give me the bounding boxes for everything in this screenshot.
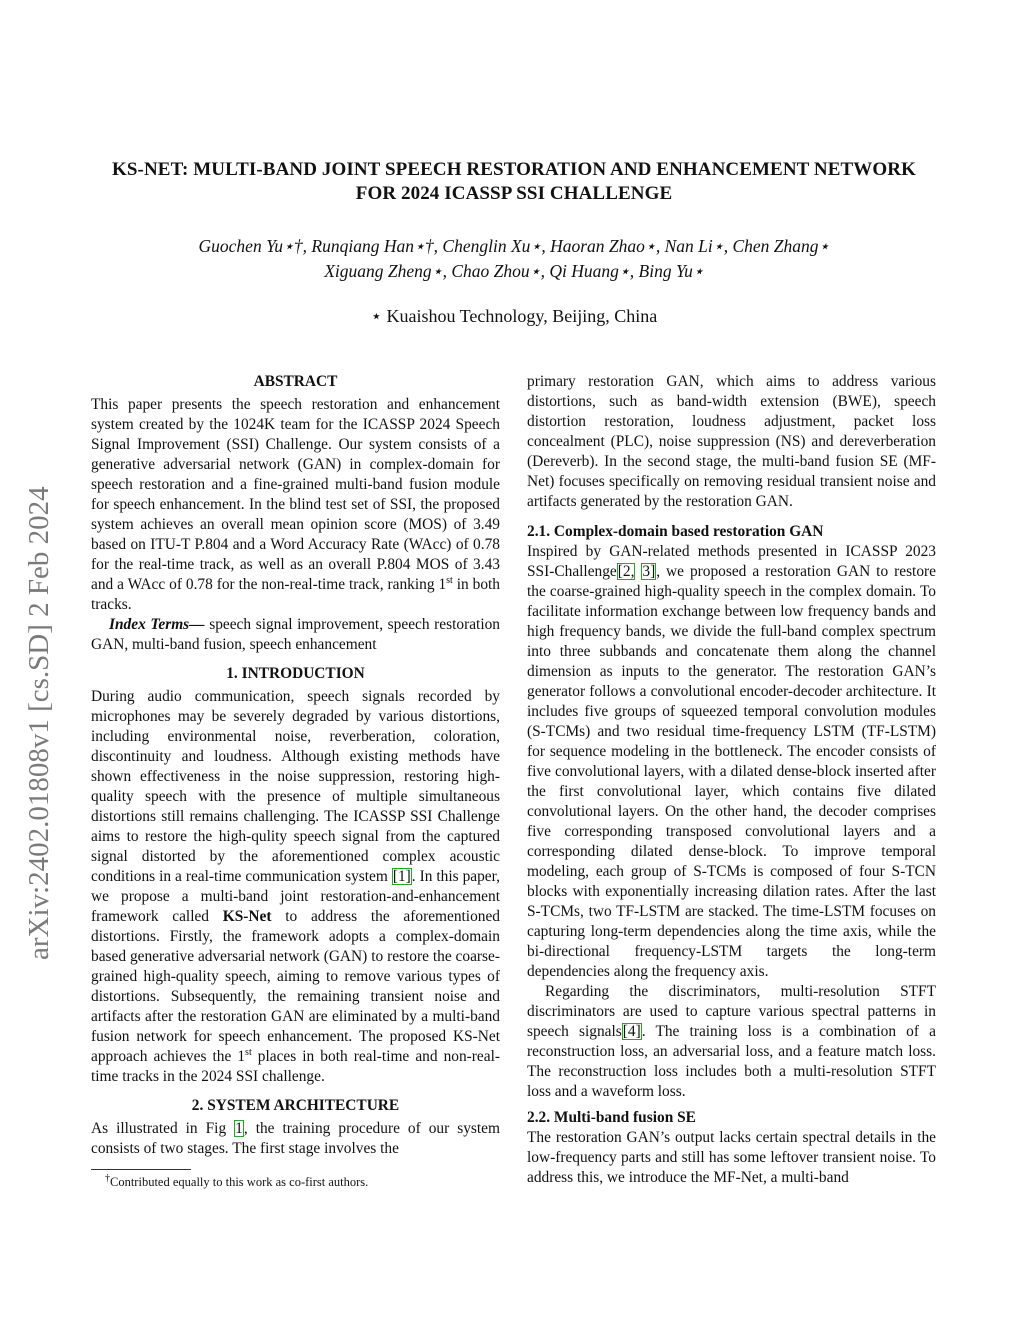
authors-line-1: Guochen Yu⋆†, Runqiang Han⋆†, Chenglin Xu⋆, Haoran Zhao⋆, Nan Li⋆, Chen Zhang⋆	[198, 236, 830, 256]
arxiv-identifier: arXiv:2402.01808v1 [cs.SD] 2 Feb 2024	[23, 486, 55, 960]
section-2-1-heading: 2.1. Complex-domain based restoration GAN	[527, 523, 824, 540]
arxiv-side-label	[8, 362, 58, 962]
paper-title	[80, 158, 948, 206]
abstract-heading: ABSTRACT	[253, 373, 338, 390]
citation-link-2[interactable]: [2,	[617, 563, 635, 580]
section-2-1-discriminator-text: Regarding the discriminators, multi-resolution STFT discriminators are used to capture various spectral patterns in speech signals[4]. The training loss is a combination of a reconstruction loss, an adversarial loss, and a feature match loss. The reconstruction loss includes both a multi-resolution STFT loss and a waveform loss.	[527, 983, 936, 1100]
title-line-1: KS-NET: MULTI-BAND JOINT SPEECH RESTORATION AND ENHANCEMENT NETWORK	[112, 159, 916, 180]
authors-line-2: Xiguang Zheng⋆, Chao Zhou⋆, Qi Huang⋆, Bing Yu⋆	[324, 261, 704, 281]
section-2-1-text: Inspired by GAN-related methods presented in ICASSP 2023 SSI-Challenge[2, 3], we proposed a restoration GAN to restore the coarse-grained high-quality speech in the complex domain. To facilitate information exchange between low frequency bands and high frequency bands, we divide the full-band complex spectrum into three subbands and concatenate them along the channel dimension as inputs to the generator. The restoration GAN’s generator follows a convolutional encoder-decoder architecture. It includes five groups of squeezed temporal convolution modules (S-TCMs) and two residual time-frequency LSTM (TF-LSTM) for sequence modeling in the bottleneck. The encoder consists of five convolutional layers, with a dilated dense-block inserted after the first convolutional layer, which contains five dilated convolutional layers. On the other hand, the decoder comprises five corresponding transposed convolutional layers and a corresponding dilated dense-block. To improve temporal modeling, each group of S-TCMs is composed of four S-TCN blocks with exponentially increasing dilation rates. After the last S-TCMs, two TF-LSTM are stacked. The time-LSTM focuses on capturing long-term dependencies along the time axis, while the bi-directional frequency-LSTM targets the long-term dependencies along the frequency axis.	[527, 543, 936, 980]
section-2-2-text: The restoration GAN’s output lacks certain spectral details in the low-frequency parts and still has some leftover transient noise. To address this, we introduce the MF-Net, a multi-band	[527, 1129, 936, 1186]
ksnet-name: KS-Net	[222, 908, 272, 925]
footnote: †Contributed equally to this work as co-first authors.	[105, 1172, 369, 1189]
footnote-rule	[91, 1169, 191, 1170]
left-column	[91, 372, 500, 1190]
figure-link-1[interactable]: 1	[235, 1120, 243, 1137]
index-terms: Index Terms— speech signal improvement, speech restoration GAN, multi-band fusion, speech enhancement	[91, 616, 500, 653]
citation-link-1[interactable]: [1]	[392, 868, 411, 885]
right-column	[527, 372, 936, 1188]
abstract-text: This paper presents the speech restoration and enhancement system created by the 1024K team for the ICASSP 2024 Speech Signal Improvement (SSI) Challenge. Our system consists of a generative adversarial network (GAN) in complex-domain for speech restoration and a fine-grained multi-band fusion module for speech enhancement. In the blind test set of SSI, the proposed system achieves an overall mean opinion score (MOS) of 3.49 based on ITU-T P.804 and a Word Accuracy Rate (WAcc) of 0.78 for the real-time track, as well as an overall P.804 MOS of 3.43 and a WAcc of 0.78 for the non-real-time track, ranking 1st in both tracks.	[91, 396, 501, 613]
affiliation: ⋆ Kuaishou Technology, Beijing, China	[370, 306, 658, 326]
architecture-continued-text: primary restoration GAN, which aims to address various distortions, such as band-width extension (BWE), speech distortion restoration, loudness adjustment, packet loss concealment (PLC), noise suppression (NS) and dereverberation (Dereverb). In the second stage, the multi-band fusion SE (MF-Net) focuses specifically on removing residual transient noise and artifacts generated by the restoration GAN.	[527, 373, 936, 510]
section-2-2-heading: 2.2. Multi-band fusion SE	[527, 1109, 696, 1126]
author-list	[80, 234, 948, 284]
citation-link-4[interactable]: [4]	[622, 1023, 641, 1040]
citation-link-3[interactable]: 3]	[642, 563, 656, 580]
introduction-text: During audio communication, speech signals recorded by microphones may be severely degraded by various distortions, including environmental noise, reverberation, coloration, discontinuity and loudness. Although existing methods have shown effectiveness in the noise suppression, restoring high-quality speech with the presence of multiple simultaneous distortions still remains challenging. The ICASSP SSI Challenge aims to restore the high-qulity speech signal from the captured signal distorted by the aforementioned complex acoustic conditions in a real-time communication system [1]. In this paper, we propose a multi-band joint restoration-and-enhancement framework called KS-Net to address the aforementioned distortions. Firstly, the framework adopts a complex-domain based generative adversarial network (GAN) to restore the coarse-grained high-quality speech, aiming to remove various types of distortions. Subsequently, the remaining transient noise and artifacts after the restoration GAN are eliminated by a multi-band fusion network for speech enhancement. The proposed KS-Net approach achieves the 1st places in both real-time and non-real-time tracks in the 2024 SSI challenge.	[91, 688, 501, 1085]
system-architecture-heading: 2. SYSTEM ARCHITECTURE	[191, 1097, 400, 1114]
system-architecture-text: As illustrated in Fig 1, the training procedure of our system consists of two stages. The first stage involves the	[91, 1120, 500, 1157]
title-line-2: FOR 2024 ICASSP SSI CHALLENGE	[355, 183, 673, 204]
index-terms-label: Index Terms—	[109, 616, 205, 633]
introduction-heading: 1. INTRODUCTION	[226, 665, 365, 682]
